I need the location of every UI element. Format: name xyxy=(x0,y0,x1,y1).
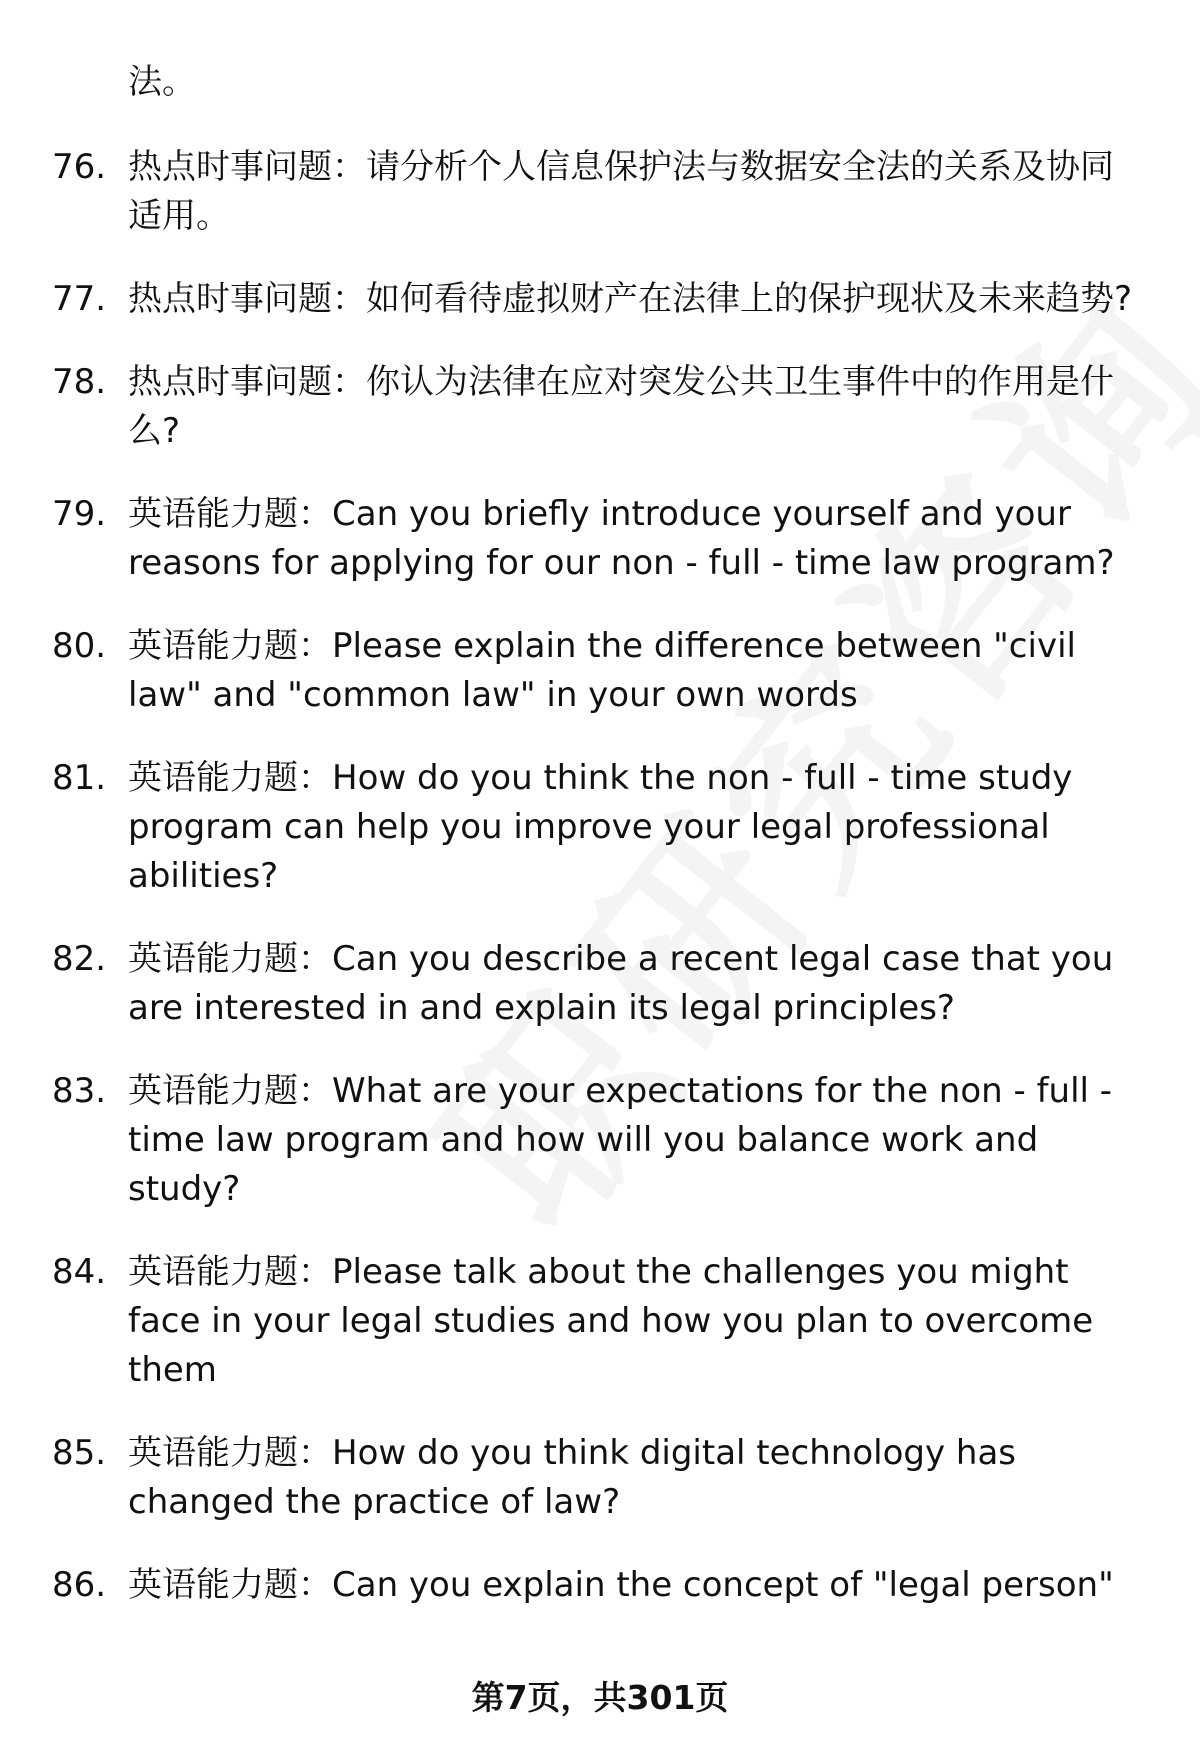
continued-text: 法。 xyxy=(128,62,196,102)
question-item-81 xyxy=(0,754,1200,901)
question-item-86 xyxy=(0,1561,1200,1610)
question-number: 77. xyxy=(52,279,107,319)
question-text: 热点时事问题：请分析个人信息保护法与数据安全法的关系及协同适用。 xyxy=(128,147,1114,236)
question-number: 86. xyxy=(52,1565,107,1605)
question-text: 英语能力题：How do you think digital technology has changed the practice of law? xyxy=(128,1433,1017,1522)
question-item-82 xyxy=(0,935,1200,1033)
question-text: 英语能力题：Can you explain the concept of "legal person" xyxy=(128,1565,1114,1605)
question-item-85 xyxy=(0,1429,1200,1527)
page-footer: 第7页，共301页 xyxy=(471,1678,729,1717)
question-list xyxy=(0,58,1200,1644)
question-number: 83. xyxy=(52,1071,107,1111)
question-number: 80. xyxy=(52,626,107,666)
question-item-84 xyxy=(0,1248,1200,1395)
question-number: 84. xyxy=(52,1252,107,1292)
question-text: 英语能力题：Please explain the difference between "civil law" and "common law" in your own words xyxy=(128,626,1076,715)
question-number: 85. xyxy=(52,1433,107,1473)
question-item-80 xyxy=(0,622,1200,720)
question-number: 78. xyxy=(52,362,107,402)
question-text: 英语能力题：Can you briefly introduce yourself and your reasons for applying for our non - full - time law program? xyxy=(128,494,1115,583)
question-item-83 xyxy=(0,1067,1200,1214)
question-text: 英语能力题：What are your expectations for the non - full - time law program and how will you balance work and study? xyxy=(128,1071,1113,1209)
question-text: 热点时事问题：你认为法律在应对突发公共卫生事件中的作用是什么? xyxy=(128,362,1114,451)
question-item-79 xyxy=(0,490,1200,588)
question-item-78 xyxy=(0,358,1200,456)
question-number: 81. xyxy=(52,758,107,798)
question-text: 英语能力题：How do you think the non - full - time study program can help you improve your legal professional abilities? xyxy=(128,758,1073,896)
question-text: 英语能力题：Please talk about the challenges you might face in your legal studies and how you plan to overcome them xyxy=(128,1252,1094,1390)
question-text: 热点时事问题：如何看待虚拟财产在法律上的保护现状及未来趋势? xyxy=(128,279,1133,319)
question-item-76 xyxy=(0,143,1200,241)
question-number: 82. xyxy=(52,939,107,979)
question-text: 英语能力题：Can you describe a recent legal case that you are interested in and explain its legal principles? xyxy=(128,939,1114,1028)
question-item-77 xyxy=(0,275,1200,324)
question-number: 76. xyxy=(52,147,107,187)
question-number: 79. xyxy=(52,494,107,534)
